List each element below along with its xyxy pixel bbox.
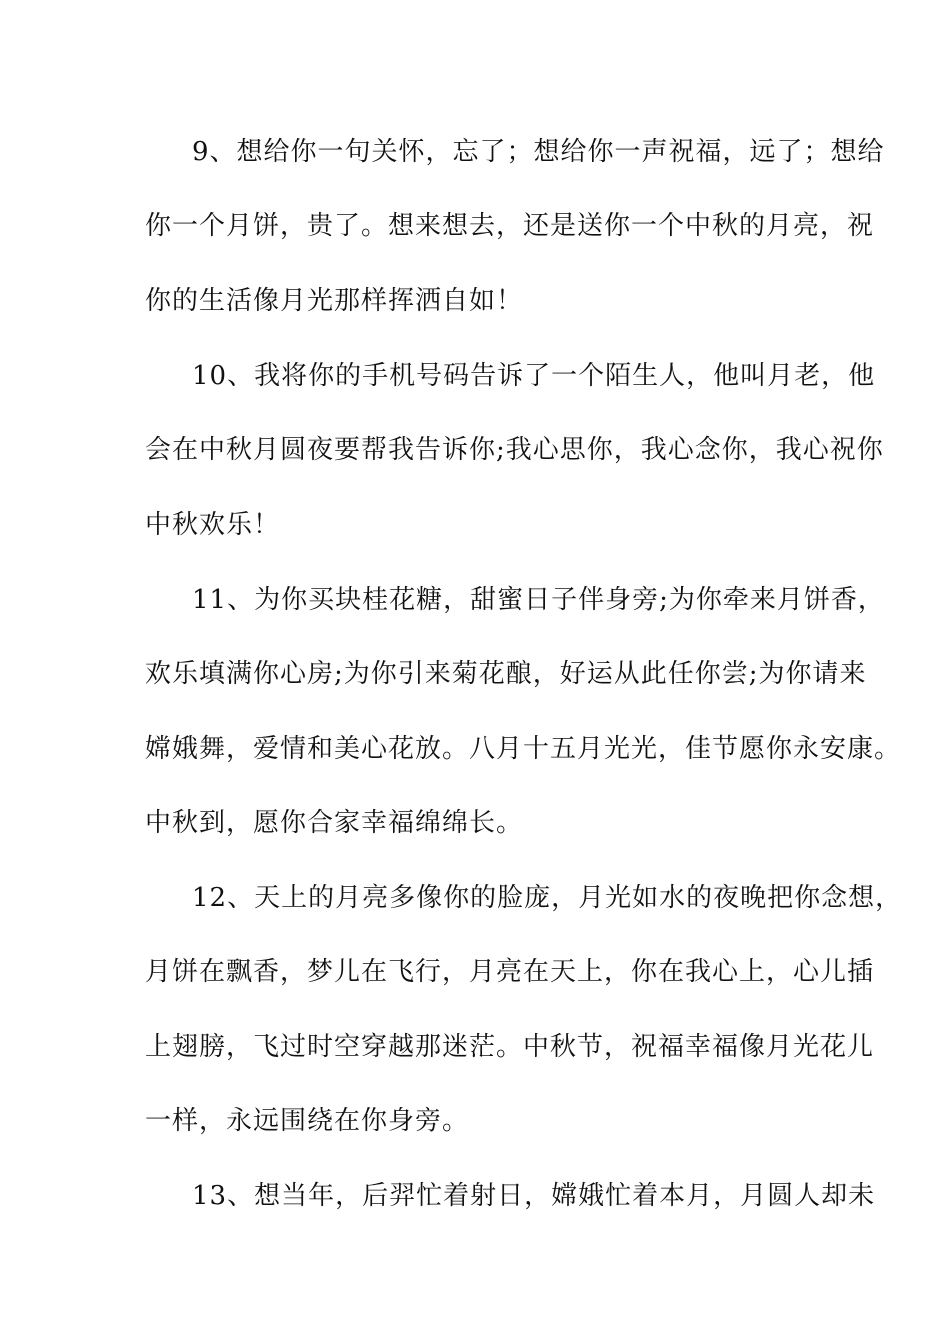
paragraph-11-line-1: 11、为你买块桂花糖，甜蜜日子伴身旁;为你牵来月饼香， bbox=[192, 585, 885, 615]
paragraph-13-line-1: 13、想当年，后羿忙着射日，嫦娥忙着本月，月圆人却未 bbox=[192, 1181, 876, 1211]
paragraph-10-line-2: 会在中秋月圆夜要帮我告诉你;我心思你，我心念你，我心祝你 bbox=[145, 435, 884, 465]
paragraph-11-line-3: 嫦娥舞，爱情和美心花放。八月十五月光光，佳节愿你永安康。 bbox=[145, 734, 902, 764]
paragraph-12-line-2: 月饼在飘香，梦儿在飞行，月亮在天上，你在我心上，心儿插 bbox=[145, 957, 875, 987]
paragraph-12-line-3: 上翅膀，飞过时空穿越那迷茫。中秋节，祝福幸福像月光花儿 bbox=[145, 1032, 875, 1062]
paragraph-12-line-4: 一样，永远围绕在你身旁。 bbox=[145, 1106, 470, 1136]
paragraph-10-line-1: 10、我将你的手机号码告诉了一个陌生人，他叫月老，他 bbox=[192, 361, 876, 391]
paragraph-9-line-2: 你一个月饼，贵了。想来想去，还是送你一个中秋的月亮，祝 bbox=[145, 211, 875, 241]
paragraph-11-line-2: 欢乐填满你心房;为你引来菊花酿，好运从此任你尝;为你请来 bbox=[145, 659, 867, 689]
paragraph-12-line-1: 12、天上的月亮多像你的脸庞，月光如水的夜晚把你念想， bbox=[192, 883, 903, 913]
paragraph-9-line-3: 你的生活像月光那样挥洒自如！ bbox=[145, 286, 524, 316]
paragraph-10-line-3: 中秋欢乐！ bbox=[145, 510, 281, 540]
paragraph-11-line-4: 中秋到，愿你合家幸福绵绵长。 bbox=[145, 808, 524, 838]
paragraph-9-line-1: 9、想给你一句关怀，忘了；想给你一声祝福，远了；想给 bbox=[192, 137, 885, 167]
